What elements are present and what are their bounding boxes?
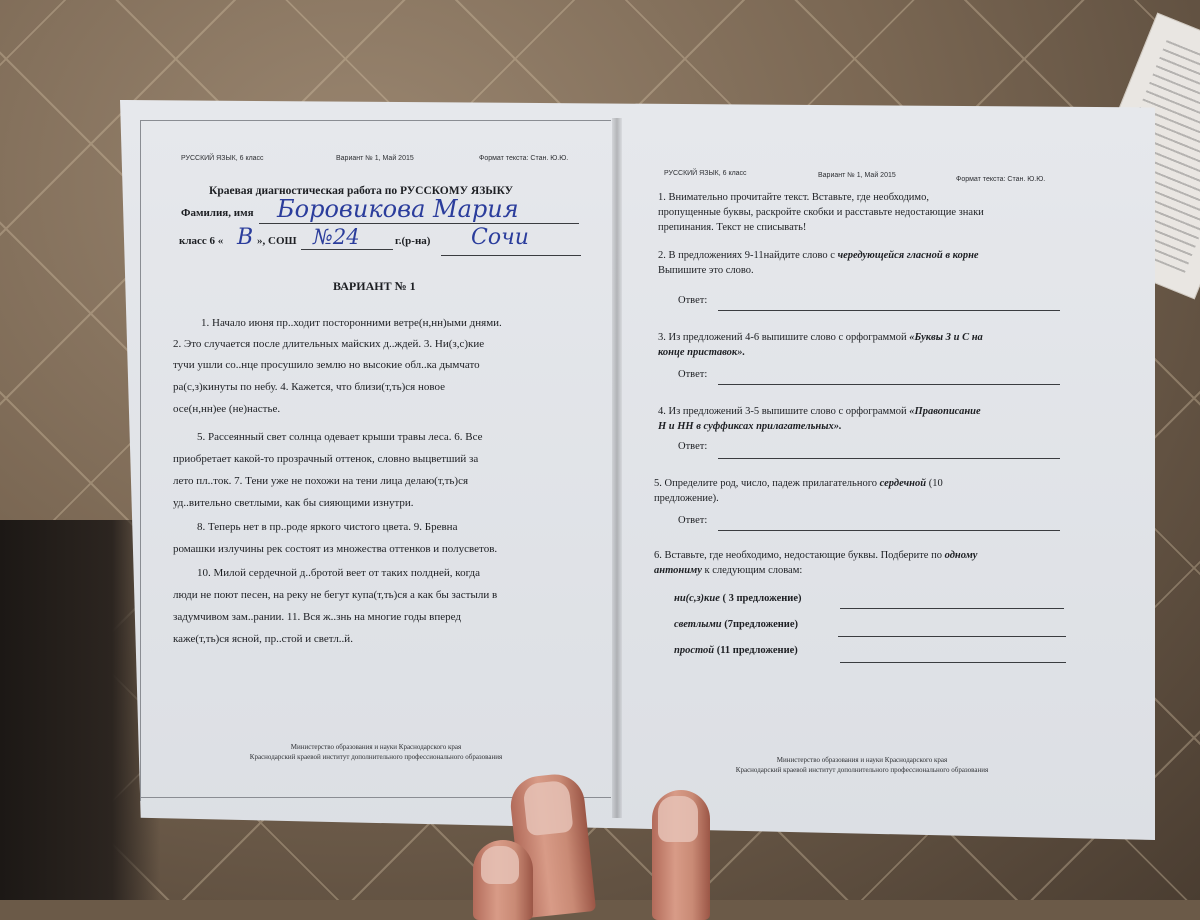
text-line: 1. Начало июня пр..ходит посторонними ветре(н,нн)ыми днями. (201, 317, 502, 329)
handwritten-class: В (237, 225, 254, 250)
right-header-format: Формат текста: Стан. Ю.Ю. (956, 176, 1046, 183)
answer-line-5[interactable] (718, 530, 1060, 531)
text-line: ра(с,з)кинуты по небу. 4. Кажется, что близи(т,ть)ся новое (173, 381, 445, 393)
fingernail (522, 780, 573, 837)
right-header-subject: РУССКИЙ ЯЗЫК, 6 класс (664, 170, 747, 177)
task5-prefix: 5. Определите род, число, падеж прилагательного (654, 478, 880, 489)
task6-line1 (654, 548, 977, 563)
left-footer-institute: Краснодарский краевой институт дополнительного профессионального образования (249, 753, 503, 761)
fingernail (481, 846, 519, 884)
word3: простой (674, 645, 715, 656)
city-underline (441, 255, 581, 256)
text-line: 8. Теперь нет в пр..роде яркого чистого цвета. 9. Бревна (197, 521, 458, 533)
task3-prefix: 3. Из предложений 4-6 выпишите слово с орфограммой (658, 332, 910, 343)
task1-line: 1. Внимательно прочитайте текст. Вставьте, где необходимо, (658, 192, 929, 203)
word2: светлыми (674, 619, 722, 630)
task6-prefix: 6. Вставьте, где необходимо, недостающие буквы. Подберите по (654, 550, 945, 561)
city-label: г.(р-на) (395, 235, 431, 247)
task4-line1 (658, 404, 981, 419)
paper-fold (612, 118, 622, 818)
text-line: осе(н,нн)ее (не)настье. (173, 403, 281, 415)
word1-answer-line[interactable] (840, 608, 1064, 609)
task6-suffix: к следующим словам: (701, 565, 803, 576)
right-footer-ministry: Министерство образования и науки Краснодарского края (776, 756, 948, 764)
task3-emphasis: «Буквы З и С на (909, 332, 983, 343)
left-footer-ministry: Министерство образования и науки Краснодарского края (290, 743, 462, 751)
answer-label-2: Ответ: (678, 295, 708, 306)
task4-emphasis: «Правописание (909, 406, 981, 417)
word1-row (674, 588, 802, 610)
answer-line-3[interactable] (718, 384, 1060, 385)
text-line: люди не поют песен, на реку не бегут купа(т,ть)ся а как бы застыли в (173, 589, 498, 601)
word2-note: (7предложение) (721, 619, 798, 630)
text-line: приобретает какой-то прозрачный оттенок, словно выцветший за (173, 453, 479, 465)
left-header-subject: РУССКИЙ ЯЗЫК, 6 класс (181, 155, 264, 162)
task2-line2: Выпишите это слово. (658, 265, 754, 276)
task6-emphasis-1: одному (944, 550, 978, 561)
name-label: Фамилия, имя (181, 207, 254, 219)
word3-answer-line[interactable] (840, 662, 1066, 663)
class-label: класс 6 « (179, 235, 224, 247)
fingernail (658, 796, 698, 842)
task3-line2: конце приставок». (658, 347, 746, 358)
right-footer-institute: Краснодарский краевой институт дополнительного профессионального образования (735, 766, 989, 774)
answer-label-4: Ответ: (678, 441, 708, 452)
task5-line1 (654, 476, 943, 491)
task6-emphasis-2: антониму (654, 565, 702, 576)
variant-heading: ВАРИАНТ № 1 (333, 279, 416, 293)
text-line: 2. Это случается после длительных майских д..ждей. 3. Ни(з,с)кие (173, 338, 485, 350)
handwritten-name: Боровикова Мария (277, 195, 519, 223)
text-line: задумчивом зам..рании. 11. Вся ж..знь на многие годы вперед (173, 611, 461, 623)
handwritten-city: Сочи (471, 225, 529, 250)
left-page (140, 120, 611, 801)
right-header-variant: Вариант № 1, Май 2015 (818, 172, 896, 179)
text-line: каже(т,ть)ся ясной, пр..стой и светл..й. (173, 633, 353, 645)
test-title: Краевая диагностическая работа по РУССКОМУ ЯЗЫКУ (209, 185, 514, 197)
school-underline (301, 249, 393, 250)
left-header-variant: Вариант № 1, Май 2015 (336, 155, 414, 162)
task4-line2: Н и НН в суффиксах прилагательных». (658, 421, 842, 432)
left-header-format: Формат текста: Стан. Ю.Ю. (479, 155, 569, 162)
word1-note: ( 3 предложение) (719, 593, 802, 604)
text-line: ромашки излучины рек состоят из множества оттенков и полусветов. (173, 543, 498, 555)
task2-prefix: 2. В предложениях 9-11найдите слово с (658, 250, 838, 261)
school-label: », СОШ (257, 235, 297, 247)
task6-line2 (654, 563, 802, 578)
word2-row (674, 614, 798, 636)
text-line: лето пл..ток. 7. Тени уже не похожи на тени лица делаю(т,ть)ся (173, 475, 469, 487)
task3-line1 (658, 330, 983, 345)
word1: ни(с,з)кие (674, 593, 720, 604)
text-line: 10. Милой сердечной д..бротой веет от таких полдней, когда (197, 567, 481, 579)
task2-line1 (658, 248, 979, 263)
task1-line: пропущенные буквы, раскройте скобки и расставьте недостающие знаки (658, 207, 984, 218)
task2-emphasis: чередующейся гласной в корне (837, 250, 979, 261)
task5-suffix: (10 (926, 478, 943, 489)
answer-label-5: Ответ: (678, 515, 708, 526)
text-line: 5. Рассеянный свет солнца одевает крыши травы леса. 6. Все (197, 431, 483, 443)
task5-emphasis: сердечной (879, 478, 927, 489)
text-line: уд..вительно светлыми, как бы сияющими изнутри. (173, 497, 414, 509)
task1-line: препинания. Текст не списывать! (658, 222, 807, 233)
word2-answer-line[interactable] (838, 636, 1066, 637)
text-line: тучи ушли со..нце просушило землю но высокие обл..ка дымчато (173, 359, 480, 371)
right-page (622, 130, 1122, 810)
name-underline (259, 223, 579, 224)
answer-label-3: Ответ: (678, 369, 708, 380)
task4-prefix: 4. Из предложений 3-5 выпишите слово с орфограммой (658, 406, 910, 417)
task5-line2: предложение). (654, 493, 719, 504)
word3-row (674, 640, 798, 662)
handwritten-school: №24 (313, 225, 360, 249)
answer-line-4[interactable] (718, 458, 1060, 459)
word3-note: (11 предложение) (714, 645, 798, 656)
answer-line-2[interactable] (718, 310, 1060, 311)
